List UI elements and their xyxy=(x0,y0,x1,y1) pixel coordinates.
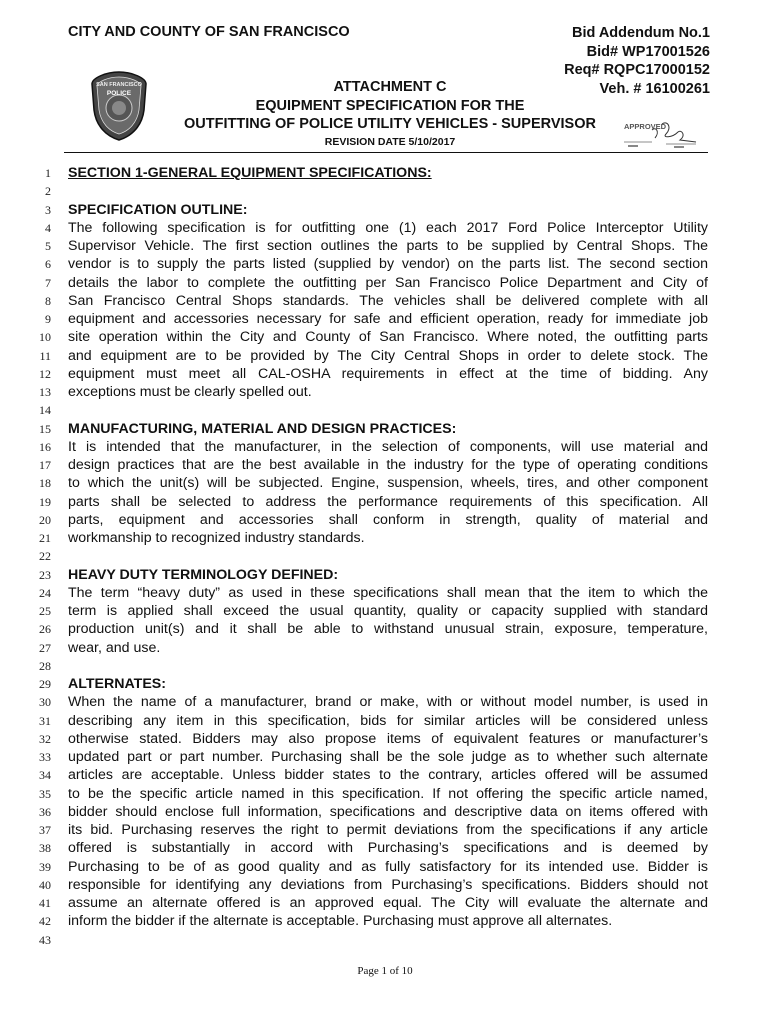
text-line xyxy=(0,164,770,182)
line-number: 9 xyxy=(45,312,51,326)
line-number: 35 xyxy=(39,786,51,801)
text-line xyxy=(0,274,770,292)
revision-date: REVISION DATE 5/10/2017 xyxy=(324,135,456,148)
line-text: parts shall be selected to address the performance requirements of this specification. All xyxy=(68,493,708,510)
line-number: 25 xyxy=(39,604,51,618)
section-heading: SECTION 1-GENERAL EQUIPMENT SPECIFICATIONS: xyxy=(68,165,432,181)
text-line xyxy=(0,420,770,438)
line-number: 37 xyxy=(39,823,51,837)
line-text: offered is substantially in accord with Purchasing’s specifications and is deemed by xyxy=(68,840,708,857)
line-number: 36 xyxy=(39,804,51,819)
seal-top-text: SAN FRANCISCO xyxy=(96,82,142,88)
document-title-block xyxy=(150,78,630,150)
text-line xyxy=(0,438,770,456)
text-line xyxy=(0,894,770,912)
header-divider xyxy=(64,152,708,153)
text-line xyxy=(0,639,770,657)
line-number: 3 xyxy=(45,202,51,217)
line-text: The following specification is for outfitting one (1) each 2017 Ford Police Interceptor Utility xyxy=(68,219,708,236)
approved-stamp-signature xyxy=(622,120,697,152)
line-number: 27 xyxy=(39,640,51,655)
line-number: 8 xyxy=(45,293,51,308)
text-line xyxy=(0,182,770,200)
line-number: 5 xyxy=(45,239,51,253)
line-number: 19 xyxy=(39,494,51,509)
seal-middle-text: POLICE xyxy=(106,90,132,97)
line-number: 21 xyxy=(39,531,51,545)
line-number: 23 xyxy=(39,567,51,582)
text-line xyxy=(0,401,770,419)
line-text: design practices that are the best available in the industry for the type of operating conditions xyxy=(68,457,708,473)
line-text: describing any item in this specification, bids for similar articles will be considered unless xyxy=(68,712,708,729)
line-number: 2 xyxy=(45,184,51,199)
line-number: 34 xyxy=(39,768,51,783)
line-number: 31 xyxy=(39,713,51,728)
text-line xyxy=(0,493,770,511)
line-text: The term “heavy duty” as used in these specifications shall mean that the item to which the xyxy=(68,584,708,601)
text-line xyxy=(0,365,770,383)
line-number: 33 xyxy=(39,750,51,764)
line-number: 14 xyxy=(39,403,51,418)
text-line xyxy=(0,839,770,857)
text-line xyxy=(0,529,770,547)
line-number: 30 xyxy=(39,695,51,710)
attachment-title: ATTACHMENT C xyxy=(333,79,447,95)
line-text: production unit(s) and it shall be able to withstand unusual strain, exposure, temperature, xyxy=(68,621,708,638)
section-heading: SPECIFICATION OUTLINE: xyxy=(68,201,248,218)
text-line xyxy=(0,657,770,675)
line-number: 41 xyxy=(39,896,51,910)
section-heading: HEAVY DUTY TERMINOLOGY DEFINED: xyxy=(68,566,339,583)
line-text: equipment must meet all CAL-OSHA requirements in effect at the time of bidding. Any xyxy=(68,365,708,382)
line-text: workmanship to recognized industry standards. xyxy=(68,530,365,546)
line-number: 22 xyxy=(39,549,51,564)
text-line xyxy=(0,292,770,310)
line-number: 28 xyxy=(39,658,51,673)
line-number: 12 xyxy=(39,366,51,381)
req-number: Req# RQPC17000152 xyxy=(564,62,710,78)
text-line xyxy=(0,858,770,876)
police-badge-icon xyxy=(88,70,150,142)
text-line xyxy=(0,347,770,365)
line-text: to which the unit(s) will be subjected. Engine, suspension, wheels, tires, and other component xyxy=(68,475,708,492)
line-number: 39 xyxy=(39,859,51,874)
line-number: 13 xyxy=(39,385,51,399)
line-number: 16 xyxy=(39,439,51,454)
line-text: wear, and use. xyxy=(68,639,161,656)
text-line xyxy=(0,547,770,565)
text-line xyxy=(0,584,770,602)
text-line xyxy=(0,785,770,803)
section-heading: ALTERNATES: xyxy=(68,676,166,692)
line-text: site operation within the City and County of San Francisco. Where noted, the outfitting parts xyxy=(68,329,708,346)
text-line xyxy=(0,766,770,784)
text-line xyxy=(0,912,770,930)
line-text: San Francisco Central Shops standards. The vehicles shall be delivered complete with all xyxy=(68,292,708,309)
line-text: details the labor to complete the outfitting per San Francisco Police Department and City of xyxy=(68,274,708,291)
line-text: Supervisor Vehicle. The first section outlines the parts to be supplied by Central Shops. The xyxy=(68,238,708,254)
line-number: 38 xyxy=(39,841,51,856)
text-line xyxy=(0,566,770,584)
line-text: otherwise stated. Bidders may also propose items of equivalent features or manufacturer’s xyxy=(68,730,708,747)
line-number: 40 xyxy=(39,877,51,892)
line-number: 10 xyxy=(39,330,51,345)
text-line xyxy=(0,712,770,730)
text-line xyxy=(0,730,770,748)
line-text: inform the bidder if the alternate is acceptable. Purchasing must approve all alternates. xyxy=(68,913,613,930)
line-number: 6 xyxy=(45,257,51,272)
text-line xyxy=(0,328,770,346)
line-text: assume an alternate offered is an approved equal. The City will evaluate the alternate and xyxy=(68,895,708,911)
outfitting-title: OUTFITTING OF POLICE UTILITY VEHICLES - SUPERVISOR xyxy=(184,116,596,132)
line-number: 20 xyxy=(39,512,51,527)
line-text: bidder should enclose full information, specifications and descriptive data on items offered with xyxy=(68,803,708,820)
line-text: term is applied shall exceed the usual quantity, quality or capacity supplied with standard xyxy=(68,603,708,619)
line-number: 7 xyxy=(45,275,51,290)
line-text: to be the specific article named in this specification. If not offering the specific article named, xyxy=(68,785,708,802)
organization-name: CITY AND COUNTY OF SAN FRANCISCO xyxy=(68,24,350,40)
text-line xyxy=(0,693,770,711)
line-number: 4 xyxy=(45,220,51,235)
line-number: 15 xyxy=(39,421,51,436)
line-number: 17 xyxy=(39,458,51,472)
document-body xyxy=(0,164,770,949)
vehicle-number: Veh. # 16100261 xyxy=(599,80,710,97)
line-text: and equipment are to be provided by The City Central Shops in order to delete stock. The xyxy=(68,347,708,364)
line-number: 32 xyxy=(39,731,51,746)
text-line xyxy=(0,675,770,693)
line-number: 1 xyxy=(45,166,51,180)
line-number: 29 xyxy=(39,677,51,691)
line-text: exceptions must be clearly spelled out. xyxy=(68,384,312,400)
line-text: equipment and accessories necessary for safe and efficient operation, ready for immediate job xyxy=(68,311,708,327)
line-text: Purchasing to be of as good quality and as fully satisfactory for its intended use. Bidder is xyxy=(68,858,708,875)
text-line xyxy=(0,620,770,638)
spec-title: EQUIPMENT SPECIFICATION FOR THE xyxy=(255,97,525,114)
line-number: 42 xyxy=(39,914,51,929)
line-number: 43 xyxy=(39,932,51,947)
approved-stamp-text: APPROVED xyxy=(624,122,667,131)
line-number: 18 xyxy=(39,476,51,491)
line-number: 24 xyxy=(39,585,51,600)
text-line xyxy=(0,201,770,219)
text-line xyxy=(0,456,770,474)
line-number: 26 xyxy=(39,622,51,637)
text-line xyxy=(0,803,770,821)
line-text: It is intended that the manufacturer, in the selection of components, will use material and xyxy=(68,438,708,455)
bid-addendum-label: Bid Addendum No.1 xyxy=(571,25,710,41)
line-text: its bid. Purchasing reserves the right to permit deviations from the specifications if any article xyxy=(68,822,708,838)
line-text: parts, equipment and accessories shall conform in strength, quality of material and xyxy=(68,511,708,528)
line-text: vendor is to supply the parts listed (supplied by vendor) on the parts list. The second section xyxy=(68,256,708,273)
line-text: responsible for identifying any deviations from Purchasing’s specifications. Bidders should not xyxy=(68,876,708,893)
text-line xyxy=(0,511,770,529)
text-line xyxy=(0,876,770,894)
text-line xyxy=(0,602,770,620)
line-text: When the name of a manufacturer, brand or make, with or without model number, is used in xyxy=(68,694,708,711)
text-line xyxy=(0,821,770,839)
text-line xyxy=(0,310,770,328)
text-line xyxy=(0,237,770,255)
page-number: Page 1 of 10 xyxy=(357,965,413,977)
text-line xyxy=(0,383,770,401)
text-line xyxy=(0,219,770,237)
text-line xyxy=(0,255,770,273)
text-line xyxy=(0,474,770,492)
bid-number: Bid# WP17001526 xyxy=(586,43,710,60)
line-number: 11 xyxy=(39,348,51,363)
text-line xyxy=(0,748,770,766)
line-text: updated part or part number. Purchasing shall be the sole judge as to whether such alternate xyxy=(68,749,708,765)
section-heading: MANUFACTURING, MATERIAL AND DESIGN PRACTICES: xyxy=(68,420,457,437)
text-line xyxy=(0,931,770,949)
line-text: articles are acceptable. Unless bidder states to the contrary, articles offered will be assumed xyxy=(68,767,708,784)
